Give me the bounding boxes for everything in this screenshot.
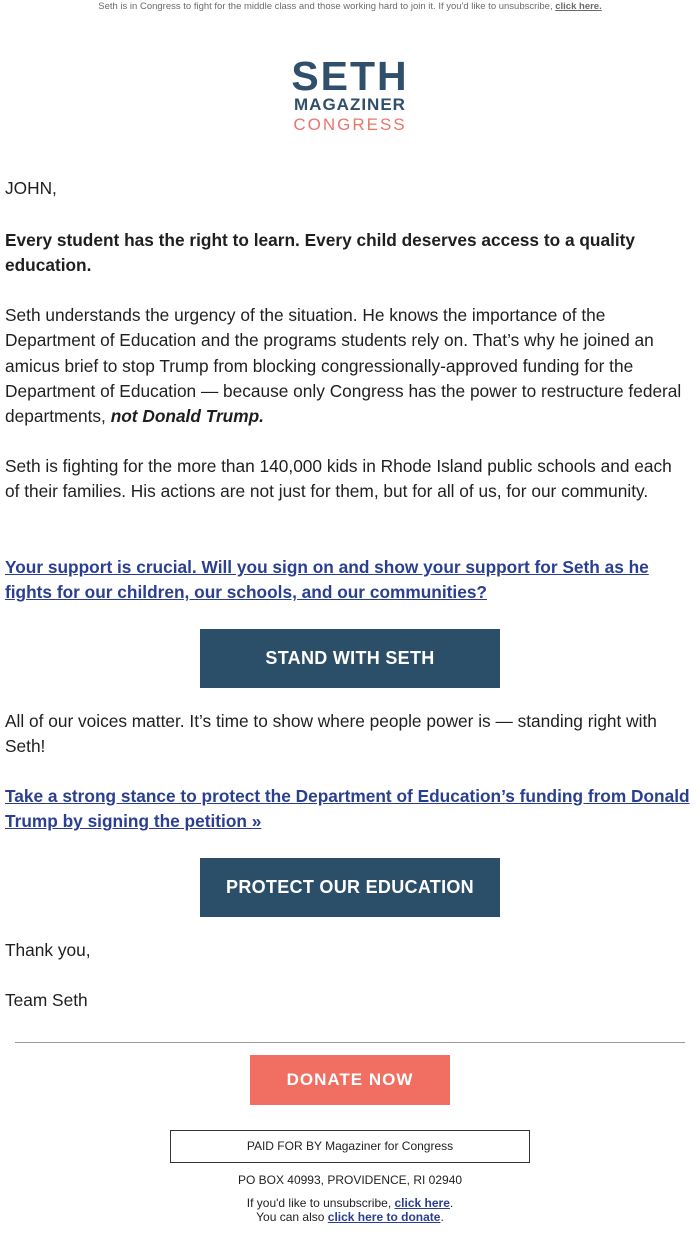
email-paragraph-1	[5, 303, 690, 429]
email-paragraph-3	[5, 709, 690, 760]
email-headline	[5, 228, 690, 279]
para3-text: All of our voices matter. It’s time to show where people power is — standing right with Seth!	[5, 711, 657, 757]
unsubscribe-text: If you'd like to unsubscribe,	[246, 1196, 392, 1210]
logo-congress: CONGRESS	[293, 115, 407, 134]
logo-seth: SETH	[291, 53, 409, 99]
footer-links: If you'd like to unsubscribe, click here. You can also click here to donate.	[246, 1196, 454, 1224]
para1-emphasis: not Donald Trump.	[110, 406, 264, 427]
para1-text: Seth understands the urgency of the situation. He knows the importance of the Department of Education and the programs students rely on. That’s why he joined an amicus brief to stop Trump from blocking congressionally-approved funding for the Department of Education — because only Congress has the power to restructure federal departments,	[5, 305, 682, 427]
email-greeting: JOHN,	[5, 178, 57, 198]
email-link-2	[5, 784, 690, 835]
stand-with-seth-button[interactable]: STAND WITH SETH	[200, 629, 500, 688]
donate-text: You can also	[256, 1210, 325, 1224]
donate-link[interactable]: click here to donate	[327, 1210, 441, 1224]
preheader	[0, 0, 700, 14]
support-link[interactable]: Your support is crucial. Will you sign on and show your support for Seth as he fights for our children, our schools, and our communities?	[5, 557, 649, 603]
logo-magaziner: MAGAZINER	[294, 95, 406, 114]
para2-text: Seth is fighting for the more than 140,000 kids in Rhode Island public schools and each of their families. His actions are not just for them, but for all of us, for our community.	[5, 456, 672, 502]
paid-for-disclaimer: PAID FOR BY Magaziner for Congress	[170, 1130, 530, 1163]
mailing-address: PO BOX 40993, PROVIDENCE, RI 02940	[237, 1173, 463, 1187]
petition-link[interactable]: Take a strong stance to protect the Department of Education’s funding from Donald Trump by signing the petition »	[5, 786, 690, 832]
email-closing: Thank you,	[5, 940, 91, 960]
email-signature: Team Seth	[5, 990, 88, 1010]
preheader-unsubscribe-link[interactable]: click here.	[555, 1, 602, 12]
email-link-1	[5, 555, 690, 606]
campaign-logo	[0, 53, 700, 135]
email-paragraph-2	[5, 454, 690, 505]
footer-divider	[15, 1042, 685, 1043]
headline-text: Every student has the right to learn. Every child deserves access to a quality education.	[5, 230, 636, 276]
protect-education-button[interactable]: PROTECT OUR EDUCATION	[200, 858, 500, 917]
donate-now-button[interactable]: DONATE NOW	[250, 1055, 450, 1105]
unsubscribe-link[interactable]: click here	[394, 1196, 450, 1210]
preheader-text: Seth is in Congress to fight for the middle class and those working hard to join it. If you'd like to unsubscribe,	[98, 1, 553, 12]
